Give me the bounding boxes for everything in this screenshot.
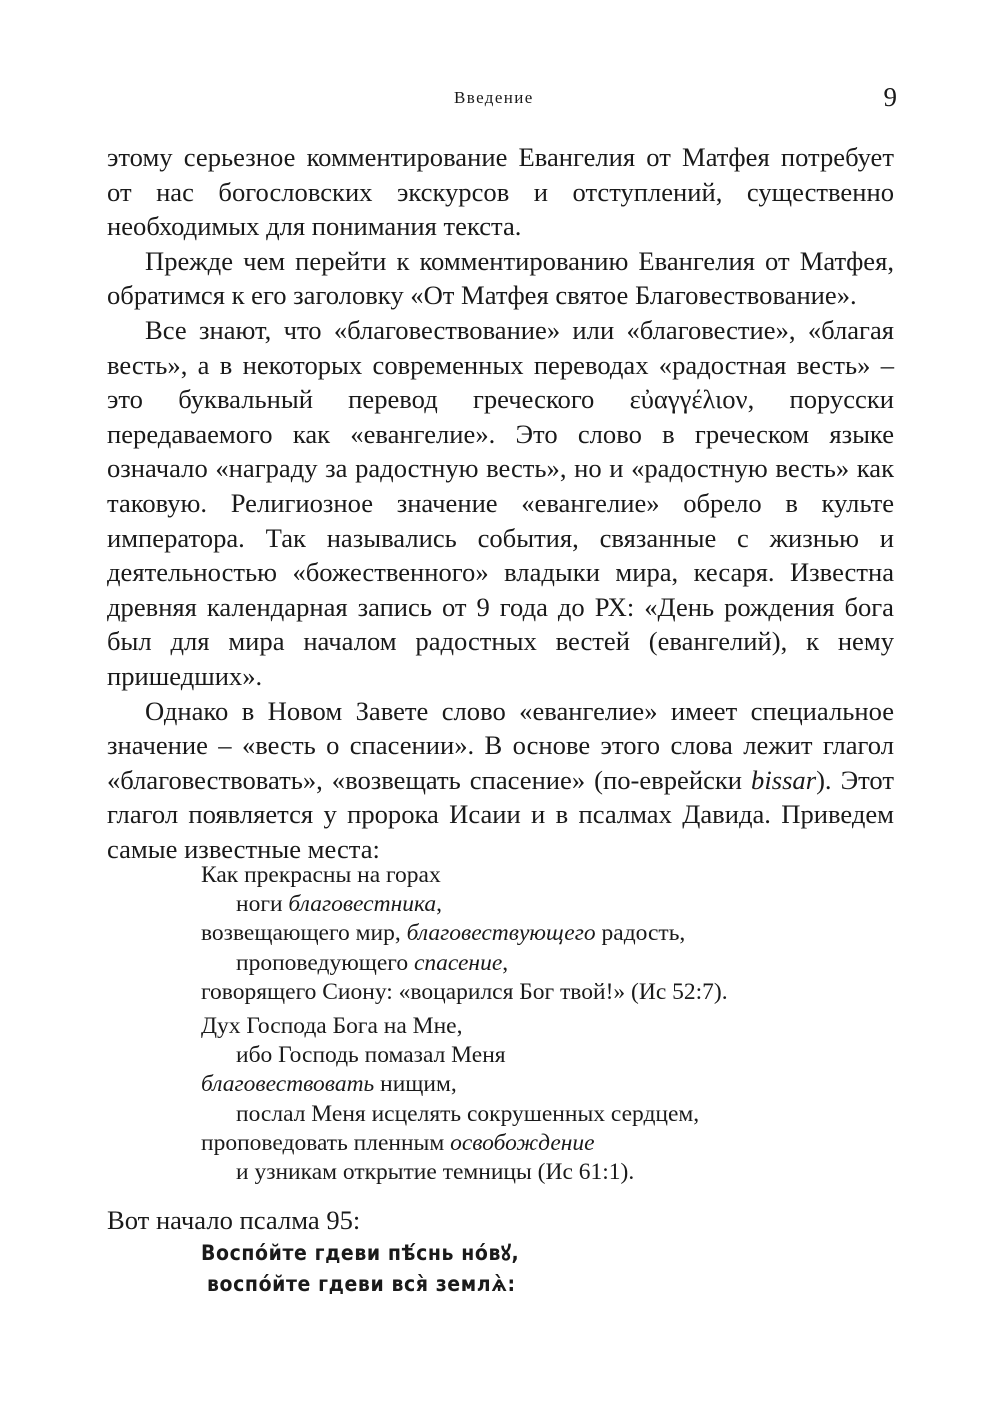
quote-line: говорящего Сиону: «воцарился Бог твой!» (Ис 52:7). [201, 978, 728, 1005]
paragraph-text: Однако в Новом Завете слово «евангелие» имеет специальное значение – «весть о спасении». В основе этого слова лежит глагол «благовествовать», «возвещать спасение» (по-еврейски [107, 695, 894, 795]
quote-text: нищим, [374, 1071, 457, 1098]
church-slavonic-psalm [201, 1238, 519, 1300]
quote-line [201, 1070, 841, 1099]
italic-term: bissar [751, 764, 817, 795]
quote-line [201, 919, 841, 948]
scripture-quote-isaiah-61 [201, 1012, 841, 1187]
page-number: 9 [883, 82, 897, 112]
quote-italic: благовестника [288, 891, 437, 918]
paragraph: Прежде чем перейти к комментированию Евангелия от Матфея, обратимся к его заголовку «От Матфея святое Благовествование». [107, 245, 894, 311]
quote-text: ноги [236, 891, 289, 918]
quote-line: ибо Господь помазал Меня [236, 1042, 506, 1069]
psalm-line: воспо́йте гдеви вся̀ землѧ̀: [207, 1272, 516, 1296]
quote-italic: спасение [413, 949, 503, 976]
quote-text: , [436, 891, 443, 918]
paragraph-continued: этому серьезное комментирование Евангелия от Матфея потребует от нас богословских экскурсов и отступлений, существенно необходимых для понимания текста. [107, 142, 894, 242]
quote-line: Как прекрасны на горах [201, 862, 441, 888]
psalm-line: Воспо́йте гдеви пѣ́снь но́вꙋ, [201, 1241, 520, 1265]
quote-italic: благовествовать [201, 1071, 375, 1098]
quote-italic: освобождение [450, 1129, 595, 1156]
quote-text: возвещающего мир, [201, 920, 407, 947]
quote-line [201, 890, 841, 919]
quote-line [201, 1129, 841, 1158]
quote-text: проповедовать пленным [201, 1129, 451, 1156]
quote-text: радость, [595, 920, 686, 947]
quote-text: проповедующего [236, 949, 414, 976]
psalm-lead: Вот начало псалма 95: [107, 1205, 361, 1235]
scripture-quote-isaiah-52 [201, 861, 841, 1007]
paragraph: Все знают, что «благовествование» или «благовестие», «благая весть», а в некоторых современных переводах «радостная весть» – это буквальный перевод греческого εὐαγγέλιον, порусски передаваемого как «евангелие». Это слово в греческом языке означало «награду за радостную весть», но и «радостную весть» как таковую. Религиозное значение «евангелие» обрело в культе императора. Так назывались события, связанные с жизнью и деятельностью «божественного» владыки мира, кесаря. Известна древняя календарная запись от 9 года до РХ: «День рождения бога был для мира началом радостных вестей (евангелий), к нему пришедших». [107, 314, 894, 691]
paragraph-text: ). Этот глагол появляется у пророка Исаии и в псалмах Давида. Приведем самые известные места: [107, 764, 894, 864]
quote-text: , [502, 949, 509, 976]
quote-line [201, 949, 841, 978]
running-title: Введение [454, 88, 534, 107]
quote-line: и узникам открытие темницы (Ис 61:1). [236, 1159, 635, 1186]
paragraph [107, 694, 894, 867]
quote-italic: благовествующего [406, 920, 596, 947]
main-text [107, 140, 894, 866]
quote-line: Дух Господа Бога на Мне, [201, 1013, 463, 1039]
quote-line: послал Меня исцелять сокрушенных сердцем, [236, 1100, 700, 1127]
